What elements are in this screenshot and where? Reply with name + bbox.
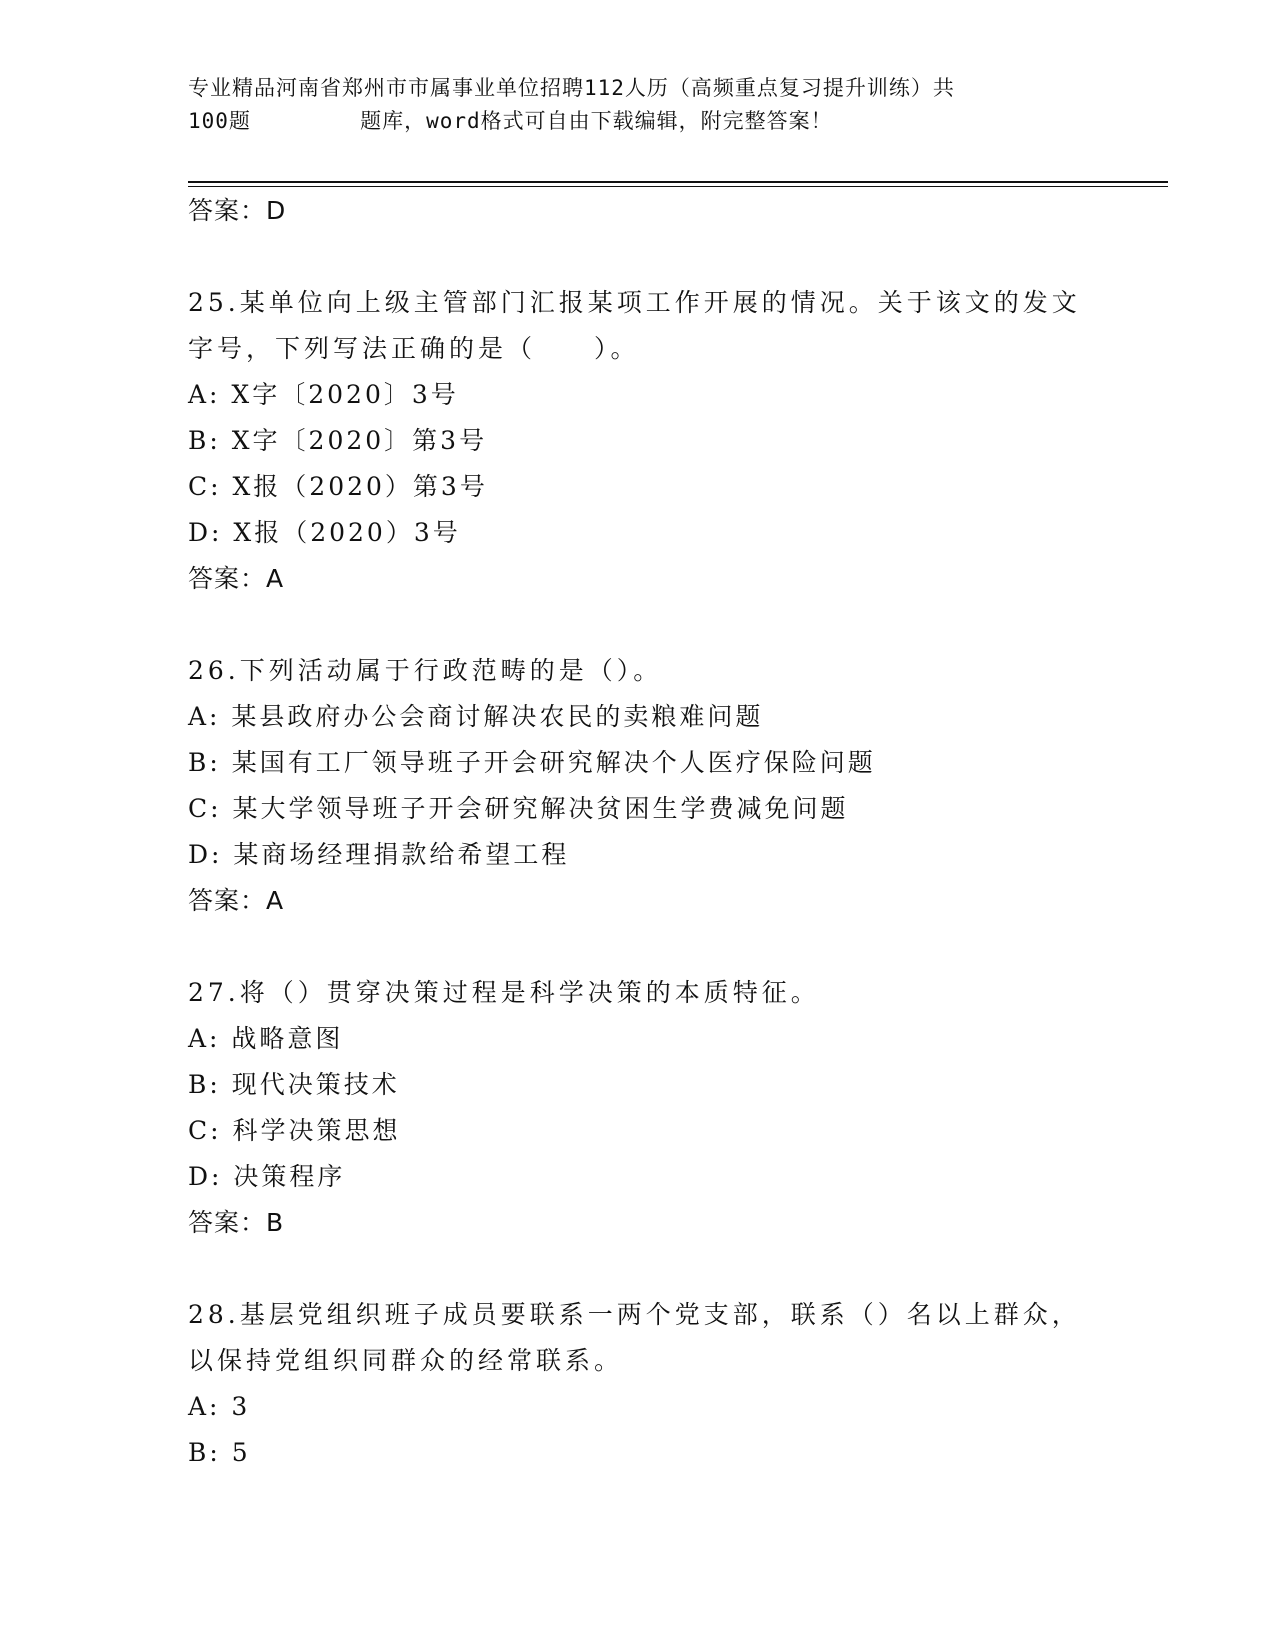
question-27-option-a: A: 战略意图	[188, 1024, 344, 1053]
question-27-option-c: C: 科学决策思想	[188, 1116, 401, 1145]
question-25	[188, 280, 1088, 602]
question-25-text-line1: 25.某单位向上级主管部门汇报某项工作开展的情况。关于该文的发文	[188, 288, 1081, 317]
header-title-line1: 专业精品河南省郑州市市属事业单位招聘112人历（高频重点复习提升训练）共	[188, 76, 955, 100]
question-26-text-line1: 26.下列活动属于行政范畴的是（）。	[188, 656, 663, 685]
question-28-option-a: A: 3	[188, 1392, 251, 1421]
question-26-answer: 答案：A	[188, 886, 285, 915]
header-title-line2: 100题 题库，word格式可自由下载编辑，附完整答案！	[188, 109, 833, 133]
question-27-answer: 答案：B	[188, 1208, 285, 1237]
question-25-option-d: D: X报（2020）3号	[188, 518, 461, 547]
question-25-option-b: B: X字〔2020〕第3号	[188, 426, 488, 455]
question-25-option-a: A: X字〔2020〕3号	[188, 380, 459, 409]
question-27-option-b: B: 现代决策技术	[188, 1070, 400, 1099]
question-26-option-d: D: 某商场经理捐款给希望工程	[188, 840, 570, 869]
answer-prev: 答案：D	[188, 196, 287, 225]
question-28-text-line1: 28.基层党组织班子成员要联系一两个党支部，联系（）名以上群众，	[188, 1300, 1081, 1329]
header-divider-thick	[188, 181, 1168, 183]
question-26-option-a: A: 某县政府办公会商讨解决农民的卖粮难问题	[188, 702, 764, 731]
question-26-option-c: C: 某大学领导班子开会研究解决贫困生学费减免问题	[188, 794, 849, 823]
page-header	[188, 72, 1088, 138]
question-25-answer: 答案：A	[188, 564, 285, 593]
header-divider-thin	[188, 186, 1168, 187]
question-27	[188, 970, 1088, 1246]
question-28	[188, 1292, 1088, 1476]
document-body	[188, 188, 1088, 1476]
question-26-option-b: B: 某国有工厂领导班子开会研究解决个人医疗保险问题	[188, 748, 876, 777]
question-26	[188, 648, 1088, 924]
question-27-option-d: D: 决策程序	[188, 1162, 346, 1191]
question-25-text-line2: 字号，下列写法正确的是（ ）。	[188, 334, 640, 363]
question-27-text-line1: 27.将（）贯穿决策过程是科学决策的本质特征。	[188, 978, 820, 1007]
question-25-option-c: C: X报（2020）第3号	[188, 472, 488, 501]
question-28-text-line2: 以保持党组织同群众的经常联系。	[188, 1346, 624, 1375]
question-28-option-b: B: 5	[188, 1438, 251, 1467]
